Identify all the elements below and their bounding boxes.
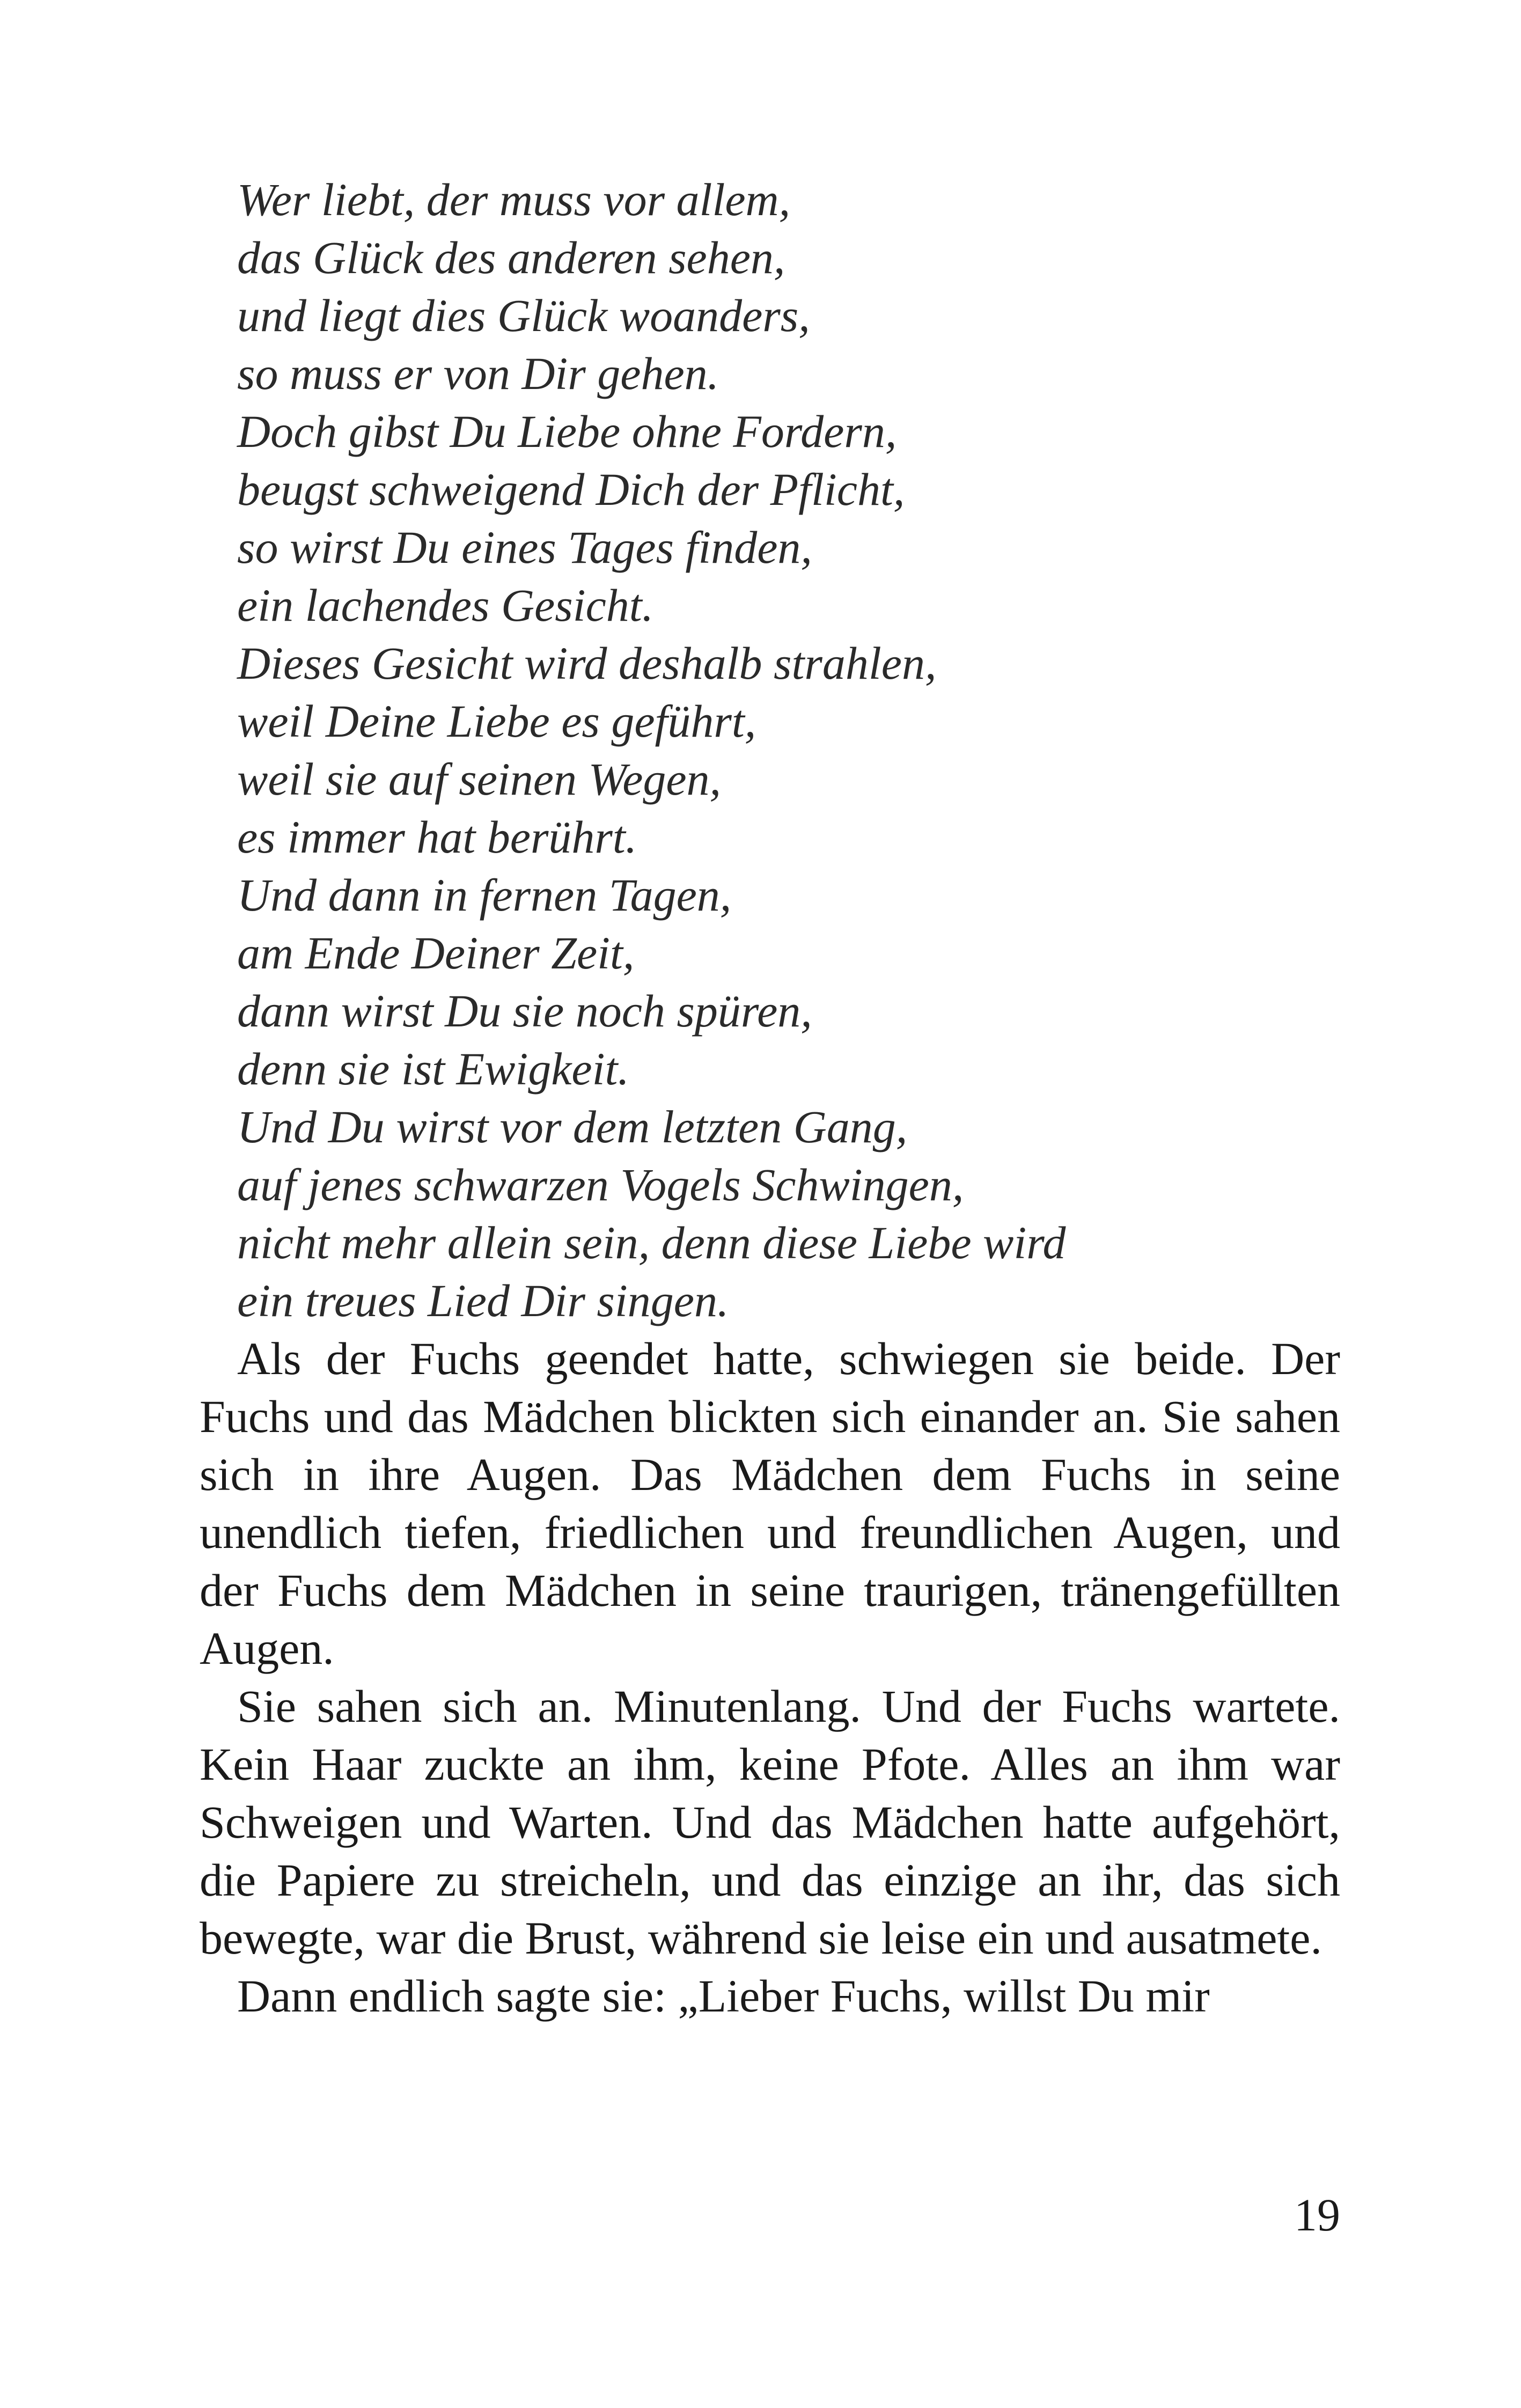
poem-line: Und Du wirst vor dem letzten Gang, <box>237 1101 908 1152</box>
poem-line: ein lachendes Gesicht. <box>237 579 654 631</box>
poem-line: und liegt dies Glück woanders, <box>237 290 810 341</box>
poem-line: so muss er von Dir gehen. <box>237 348 719 399</box>
paragraph: Als der Fuchs geendet hatte, schwiegen sie beide. Der Fuchs und das Mädchen blickten sich einander an. Sie sahen sich in ihre Augen. Das Mädchen dem Fuchs in seine unendlich tiefen, friedlichen und freundlichen Augen, und der Fuchs dem Mädchen in seine traurigen, tränengefüllten Augen. <box>200 1333 1340 1674</box>
poem-line: am Ende Deiner Zeit, <box>237 927 635 979</box>
page-number: 19 <box>1294 2189 1340 2241</box>
poem-line: Doch gibst Du Liebe ohne Fordern, <box>237 406 897 457</box>
poem-line: ein treues Lied Dir singen. <box>237 1275 729 1326</box>
page-body <box>200 171 1340 2025</box>
paragraph: Dann endlich sagte sie: „Lieber Fuchs, willst Du mir <box>237 1970 1210 2022</box>
poem-line: Dieses Gesicht wird deshalb strahlen, <box>237 637 937 689</box>
paragraph: Sie sahen sich an. Minutenlang. Und der Fuchs wartete. Kein Haar zuckte an ihm, keine Pfote. Alles an ihm war Schweigen und Warten. Und das Mädchen hatte aufgehört, die Papiere zu streicheln, und das einzige an ihr, das sich bewegte, war die Brust, während sie leise ein und ausatmete. <box>200 1680 1340 1964</box>
poem-line: weil Deine Liebe es geführt, <box>237 695 756 747</box>
poem-line: dann wirst Du sie noch spüren, <box>237 985 812 1037</box>
poem-line: es immer hat berührt. <box>237 811 637 863</box>
poem-line: Und dann in fernen Tagen, <box>237 869 732 921</box>
poem-line: denn sie ist Ewigkeit. <box>237 1043 629 1095</box>
poem-line: so wirst Du eines Tages finden, <box>237 522 812 573</box>
prose <box>200 1330 1340 2025</box>
poem-line: nicht mehr allein sein, denn diese Liebe wird <box>237 1217 1066 1268</box>
poem <box>200 171 1340 1330</box>
poem-line: auf jenes schwarzen Vogels Schwingen, <box>237 1159 964 1210</box>
poem-line: das Glück des anderen sehen, <box>237 232 785 283</box>
poem-line: weil sie auf seinen Wegen, <box>237 753 722 805</box>
poem-line: beugst schweigend Dich der Pflicht, <box>237 464 905 515</box>
poem-line: Wer liebt, der muss vor allem, <box>237 174 791 225</box>
